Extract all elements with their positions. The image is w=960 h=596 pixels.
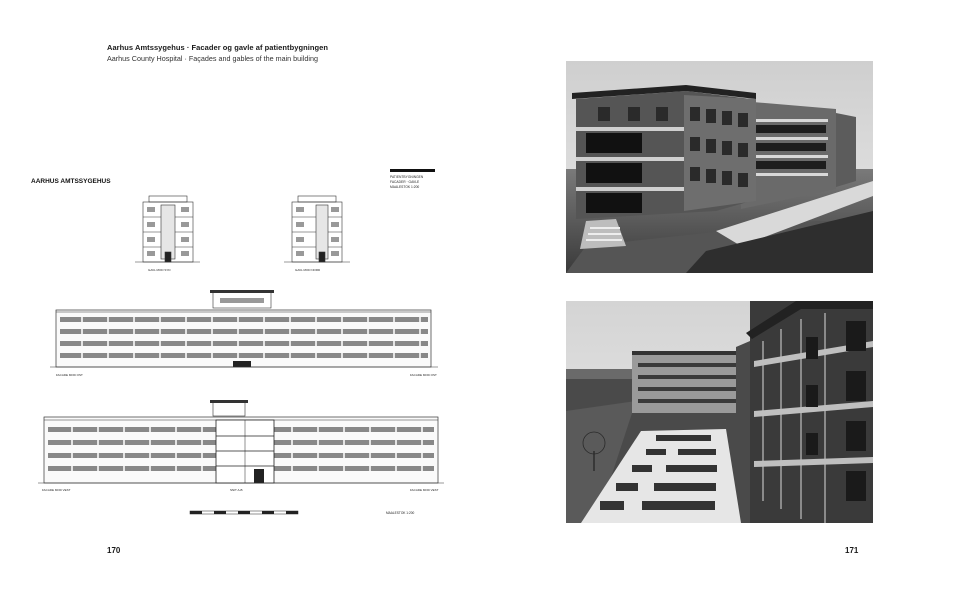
drawing-stamp [390, 169, 435, 189]
stamp-line-1: PATIENTBYGNINGEN [390, 175, 424, 179]
facade-west-elevation [38, 400, 444, 483]
gable-right-label: GAVL MOD NORD [295, 268, 321, 272]
facade-west-label-left: FACADE MOD VEST [42, 488, 71, 492]
gable-south-elevation [135, 196, 200, 262]
photo-courtyard-view [566, 301, 873, 523]
facade-east-label-left: FACADE MOD OST [56, 373, 83, 377]
scale-note: MAALESTOK 1:200 [386, 511, 415, 515]
gable-left-label: GAVL MOD SYD [148, 268, 171, 272]
drawing-heading: AARHUS AMTSSYGEHUS [31, 178, 111, 185]
caption-subtitle: Aarhus County Hospital · Façades and gables of the main building [107, 54, 318, 63]
facade-east-label-right: FACADE MOD OST [410, 373, 437, 377]
architectural-drawing [30, 155, 450, 525]
facade-east-elevation [50, 290, 438, 367]
photo-hospital-exterior [566, 61, 873, 273]
page-number-right: 171 [845, 546, 859, 555]
stamp-line-3: MAALESTOK 1:200 [390, 185, 420, 189]
gable-north-elevation [284, 196, 350, 262]
facade-west-label-right: FACADE MOD VEST [410, 488, 439, 492]
scale-bar [190, 511, 298, 514]
caption-title: Aarhus Amtssygehus · Facader og gavle af patientbygningen [107, 43, 328, 52]
page-number-left: 170 [107, 546, 121, 555]
stamp-line-2: FACADER · GAVLE [390, 180, 420, 184]
section-label: SNIT A-B [230, 488, 243, 492]
